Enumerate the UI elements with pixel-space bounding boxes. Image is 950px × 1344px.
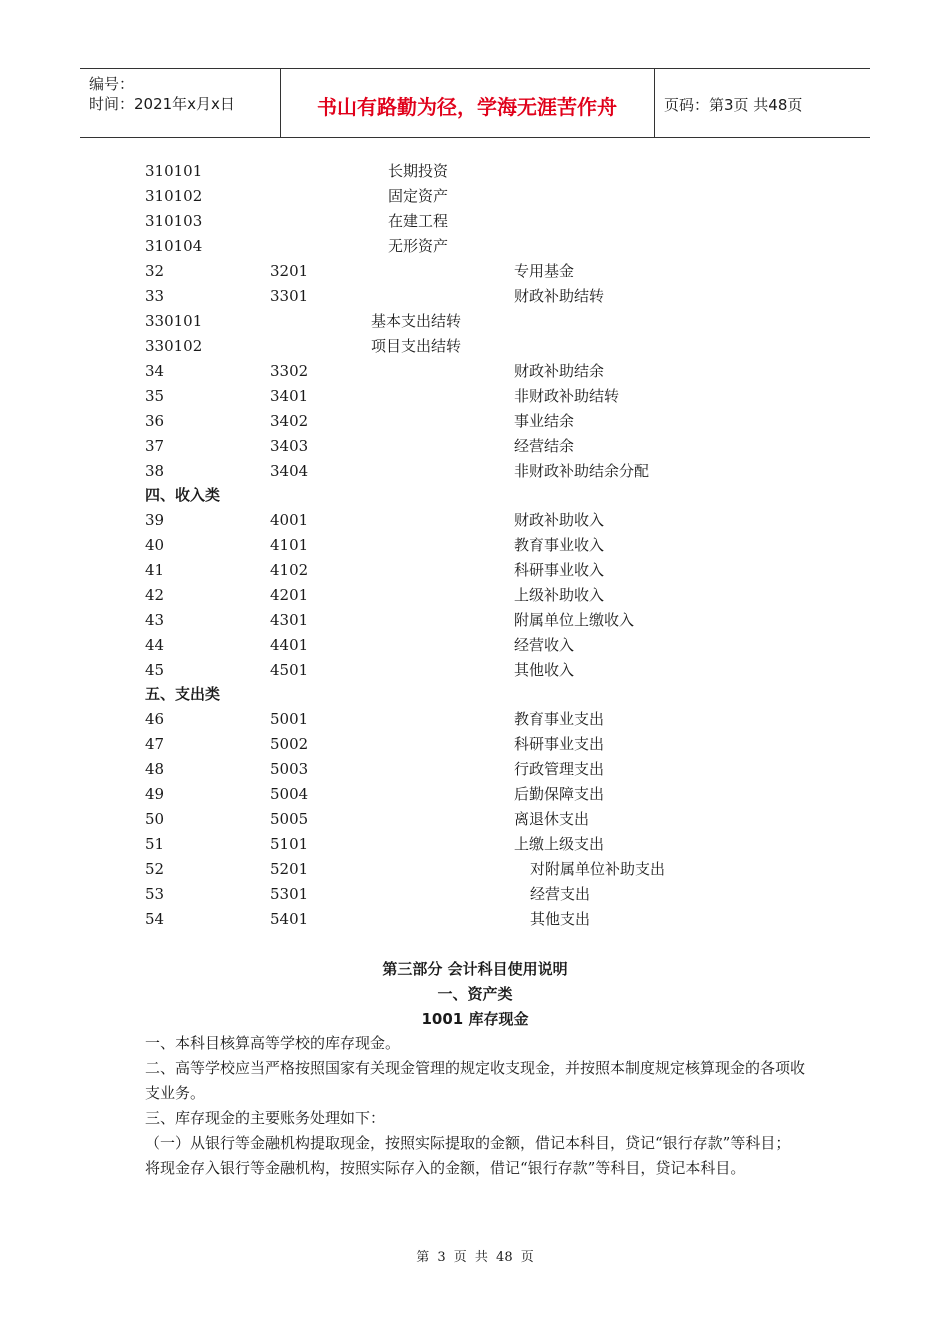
expense-section-title: 五、支出类 — [145, 685, 221, 703]
item-code: 5101 — [270, 835, 309, 853]
item-name: 财政补助结余 — [514, 362, 605, 380]
header-meta — [80, 69, 281, 137]
item-no: 39 — [145, 511, 165, 529]
item-code: 4102 — [270, 561, 309, 579]
sub-code: 330101 — [145, 312, 203, 330]
item-no: 50 — [145, 810, 165, 828]
sub-name: 无形资产 — [388, 237, 449, 255]
paragraph: （一）从银行等金融机构提取现金，按照实际提取的金额，借记本科目，贷记“银行存款”等科目；将现金存入银行等金融机构，按照实际存入的金额，借记“银行存款”等科目，贷记本科目。 — [145, 1134, 791, 1177]
page-header — [80, 68, 870, 138]
item-no: 45 — [145, 661, 165, 679]
item-code: 3301 — [270, 287, 309, 305]
item-code: 4501 — [270, 661, 309, 679]
item-code: 4001 — [270, 511, 309, 529]
sub-name: 项目支出结转 — [371, 337, 462, 355]
item-code: 5201 — [270, 860, 309, 878]
item-name: 财政补助收入 — [514, 511, 605, 529]
item-code: 5005 — [270, 810, 309, 828]
item-name: 教育事业支出 — [514, 710, 605, 728]
item-name: 上级补助收入 — [514, 586, 605, 604]
item-name: 科研事业支出 — [514, 735, 605, 753]
item-name: 非财政补助结余分配 — [514, 462, 650, 480]
income-section-title: 四、收入类 — [145, 486, 221, 504]
item-no: 48 — [145, 760, 165, 778]
item-code: 5001 — [270, 710, 309, 728]
item-name: 事业结余 — [514, 412, 575, 430]
sub-name: 固定资产 — [388, 187, 449, 205]
item-name: 经营收入 — [514, 636, 575, 654]
item-no: 37 — [145, 437, 165, 455]
sub-code: 330102 — [145, 337, 203, 355]
page-info: 页码：第3页 共48页 — [664, 96, 803, 114]
number-label: 编号： — [89, 75, 135, 93]
item-no: 41 — [145, 561, 165, 579]
item-no: 54 — [145, 910, 165, 928]
item-no: 43 — [145, 611, 165, 629]
sub-name: 基本支出结转 — [371, 312, 462, 330]
item-no: 46 — [145, 710, 165, 728]
item-code: 4201 — [270, 586, 309, 604]
item-code: 4301 — [270, 611, 309, 629]
header-slogan-cell — [280, 69, 655, 137]
item-no: 44 — [145, 636, 165, 654]
item-name: 科研事业收入 — [514, 561, 605, 579]
item-code: 5002 — [270, 735, 309, 753]
item-code: 4101 — [270, 536, 309, 554]
item-name: 对附属单位补助支出 — [530, 860, 666, 878]
page-footer: 第 3 页 共 48 页 — [416, 1250, 534, 1265]
date-label: 时间：2021年x月x日 — [89, 95, 235, 113]
item-name: 附属单位上缴收入 — [514, 611, 635, 629]
item-no: 47 — [145, 735, 165, 753]
item-code: 3404 — [270, 462, 309, 480]
item-name: 行政管理支出 — [514, 760, 605, 778]
category-title: 一、资产类 — [437, 985, 513, 1003]
item-no: 35 — [145, 387, 165, 405]
sub-code: 310103 — [145, 212, 203, 230]
sub-code: 310101 — [145, 162, 203, 180]
sub-name: 在建工程 — [388, 212, 449, 230]
item-code: 3402 — [270, 412, 309, 430]
item-name: 其他支出 — [530, 910, 591, 928]
item-no: 34 — [145, 362, 165, 380]
item-no: 38 — [145, 462, 165, 480]
item-no: 49 — [145, 785, 165, 803]
item-name: 上缴上级支出 — [514, 835, 605, 853]
sub-name: 长期投资 — [388, 162, 449, 180]
item-code: 5301 — [270, 885, 309, 903]
item-name: 后勤保障支出 — [514, 785, 605, 803]
item-code: 3401 — [270, 387, 309, 405]
item-no: 32 — [145, 262, 165, 280]
item-code: 3403 — [270, 437, 309, 455]
part-title: 第三部分 会计科目使用说明 — [382, 960, 568, 978]
account-title: 1001 库存现金 — [421, 1010, 529, 1028]
item-no: 42 — [145, 586, 165, 604]
item-no: 51 — [145, 835, 165, 853]
item-name: 教育事业收入 — [514, 536, 605, 554]
item-no: 33 — [145, 287, 165, 305]
item-code: 5401 — [270, 910, 309, 928]
item-name: 财政补助结转 — [514, 287, 605, 305]
item-code: 3201 — [270, 262, 309, 280]
item-name: 经营结余 — [514, 437, 575, 455]
item-no: 40 — [145, 536, 165, 554]
item-name: 其他收入 — [514, 661, 575, 679]
slogan: 书山有路勤为径，学海无涯苦作舟 — [317, 95, 617, 119]
item-no: 36 — [145, 412, 165, 430]
item-code: 3302 — [270, 362, 309, 380]
item-name: 专用基金 — [514, 262, 575, 280]
item-name: 非财政补助结转 — [514, 387, 620, 405]
item-name: 离退休支出 — [514, 810, 590, 828]
header-page-info-cell — [654, 69, 870, 137]
paragraph: 三、库存现金的主要账务处理如下： — [145, 1109, 386, 1127]
paragraph: 一、本科目核算高等学校的库存现金。 — [145, 1034, 401, 1052]
item-code: 4401 — [270, 636, 309, 654]
paragraph: 二、高等学校应当严格按照国家有关现金管理的规定收支现金，并按照本制度规定核算现金的各项收支业务。 — [145, 1059, 806, 1102]
item-code: 5004 — [270, 785, 309, 803]
sub-code: 310104 — [145, 237, 203, 255]
item-no: 52 — [145, 860, 165, 878]
item-code: 5003 — [270, 760, 309, 778]
item-name: 经营支出 — [530, 885, 591, 903]
sub-code: 310102 — [145, 187, 203, 205]
item-no: 53 — [145, 885, 165, 903]
